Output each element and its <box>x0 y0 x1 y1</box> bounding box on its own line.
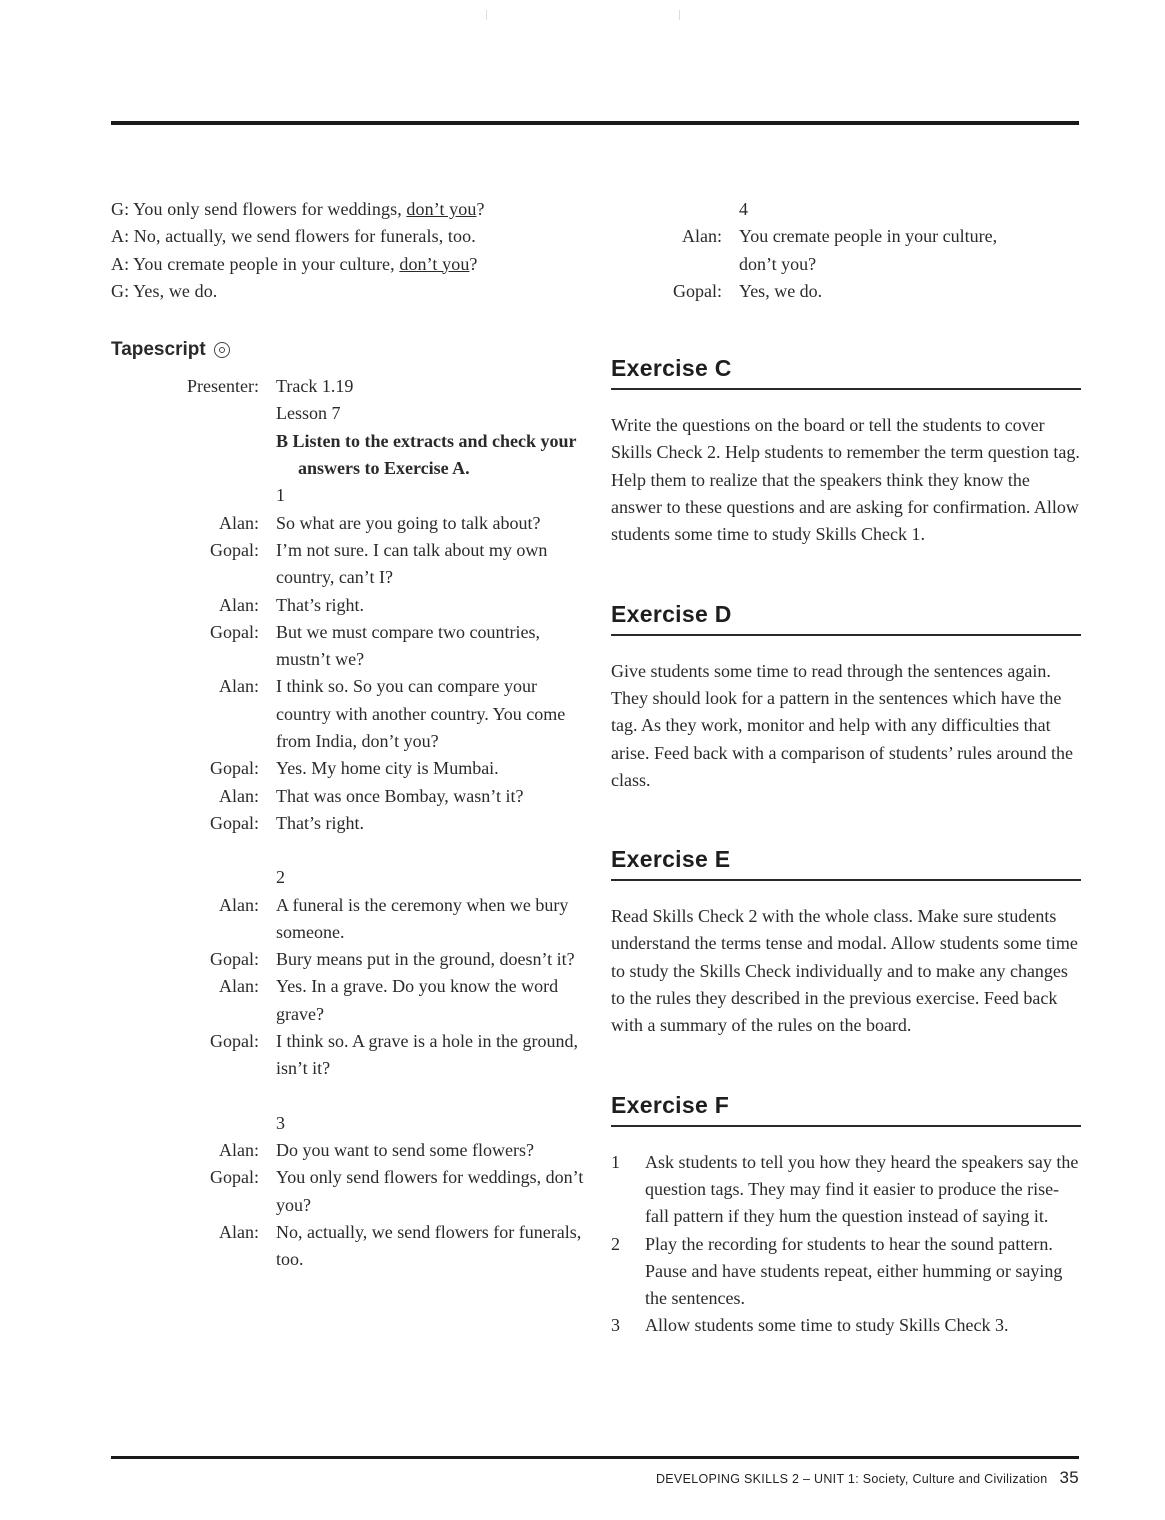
dialogue-line: Alan: A funeral is the ceremony when we bury someone. <box>219 894 569 942</box>
tapescript-title: Tapescript <box>111 339 206 361</box>
dialogue-line: Gopal: You only send flowers for weddings, don’t you? <box>210 1167 584 1215</box>
right-column <box>611 196 1081 1340</box>
header-rule <box>111 121 1079 125</box>
dialogue-line: Alan: No, actually, we send flowers for funerals, too. <box>219 1221 582 1270</box>
exercise-e <box>611 846 1081 1039</box>
dialogue-line: Alan: Do you want to send some flowers? <box>219 1139 534 1160</box>
list-item: 1 Ask students to tell you how they heard the speakers say the question tags. They may find it easier to produce the rise-fall pattern if they hum the question instead of saying it. <box>611 1151 1079 1227</box>
intro-line: G: Yes, we do. <box>111 280 218 301</box>
dialogue-line: Gopal: I’m not sure. I can talk about my own country, can’t I? <box>210 539 548 588</box>
dialogue-line: Alan: That’s right. <box>219 594 364 615</box>
page-number: 35 <box>1059 1468 1079 1487</box>
dialogue-line: Alan: Yes. In a grave. Do you know the word grave? <box>219 976 559 1024</box>
exercise-d <box>611 601 1081 794</box>
speaker-label: Presenter: <box>187 376 259 397</box>
extract-number: 4 <box>739 199 748 219</box>
running-title: DEVELOPING SKILLS 2 – UNIT 1: Society, Culture and Civilization <box>655 1472 1048 1486</box>
exercise-e-title: Exercise E <box>611 846 1081 881</box>
exercise-e-body: Read Skills Check 2 with the whole class. Make sure students understand the terms tense and modal. Allow students some time to study the Skills Check individually and to make any changes to the rules they described in the previous exercise. Feed back with a summary of the rules on the board. <box>611 906 1078 1036</box>
dialogue-line: Gopal: Yes, we do. <box>673 280 823 301</box>
page-footer <box>656 1468 1079 1488</box>
exercise-f-title: Exercise F <box>611 1092 1081 1127</box>
dialogue-line: Alan: That was once Bombay, wasn’t it? <box>219 785 524 806</box>
dialogue-line: Gopal: But we must compare two countries, mustn’t we? <box>210 621 540 670</box>
dialogue-line: Gopal: That’s right. <box>210 812 364 833</box>
instruction-text: B Listen to the extracts and check your answers to Exercise A. <box>276 430 577 479</box>
crop-mark <box>679 10 680 20</box>
exercise-d-body: Give students some time to read through the sentences again. They should look for a pattern in the sentences which have the tag. As they work, monitor and help with any difficulties that arise. Feed back with a comparison of students’ rules around the class. <box>611 660 1074 790</box>
dialogue-line: Alan: You cremate people in your culture, don’t you? <box>682 226 998 274</box>
dialogue-line: Gopal: Bury means put in the ground, doesn’t it? <box>210 949 575 970</box>
intro-line: G: You only send flowers for weddings, don’t you? <box>111 199 485 219</box>
list-item: 3 Allow students some time to study Skills Check 3. <box>611 1315 1009 1336</box>
intro-line: A: You cremate people in your culture, don’t you? <box>111 253 478 274</box>
audio-cd-icon <box>214 342 230 358</box>
footer-rule <box>111 1456 1079 1459</box>
dialogue-line: Gopal: Yes. My home city is Mumbai. <box>210 758 499 779</box>
dialogue-line: Alan: So what are you going to talk about? <box>219 512 541 533</box>
tapescript-heading <box>111 335 591 365</box>
extract-4 <box>572 196 1081 305</box>
intro-line: A: No, actually, we send flowers for funerals, too. <box>111 226 476 247</box>
intro-dialogue <box>111 196 591 305</box>
extract-number: 3 <box>276 1112 285 1133</box>
exercise-c-title: Exercise C <box>611 355 1081 390</box>
extract-number: 2 <box>276 867 285 888</box>
tapescript-body <box>111 373 591 1273</box>
dialogue-line: Alan: I think so. So you can compare your country with another country. You come from India, don’t you? <box>219 676 566 752</box>
exercise-d-title: Exercise D <box>611 601 1081 636</box>
exercise-c <box>611 355 1081 548</box>
left-column <box>111 196 591 1273</box>
track-number: Track 1.19 <box>276 376 354 397</box>
dialogue-line: Gopal: I think so. A grave is a hole in the ground, isn’t it? <box>210 1031 578 1079</box>
presenter-text <box>276 373 586 482</box>
presenter-row <box>76 373 591 482</box>
exercise-f <box>611 1092 1081 1340</box>
list-item: 2 Play the recording for students to hear the sound pattern. Pause and have students repeat, either humming or saying the sentences. <box>611 1233 1063 1309</box>
extract-number: 1 <box>276 485 285 506</box>
crop-mark <box>486 10 487 20</box>
lesson-number: Lesson 7 <box>276 403 341 424</box>
exercise-c-body: Write the questions on the board or tell the students to cover Skills Check 2. Help students to remember the term question tag. Help them to realize that the speakers think they know the answer to these questions and are asking for confirmation. Allow students some time to study Skills Check 1. <box>611 415 1080 545</box>
